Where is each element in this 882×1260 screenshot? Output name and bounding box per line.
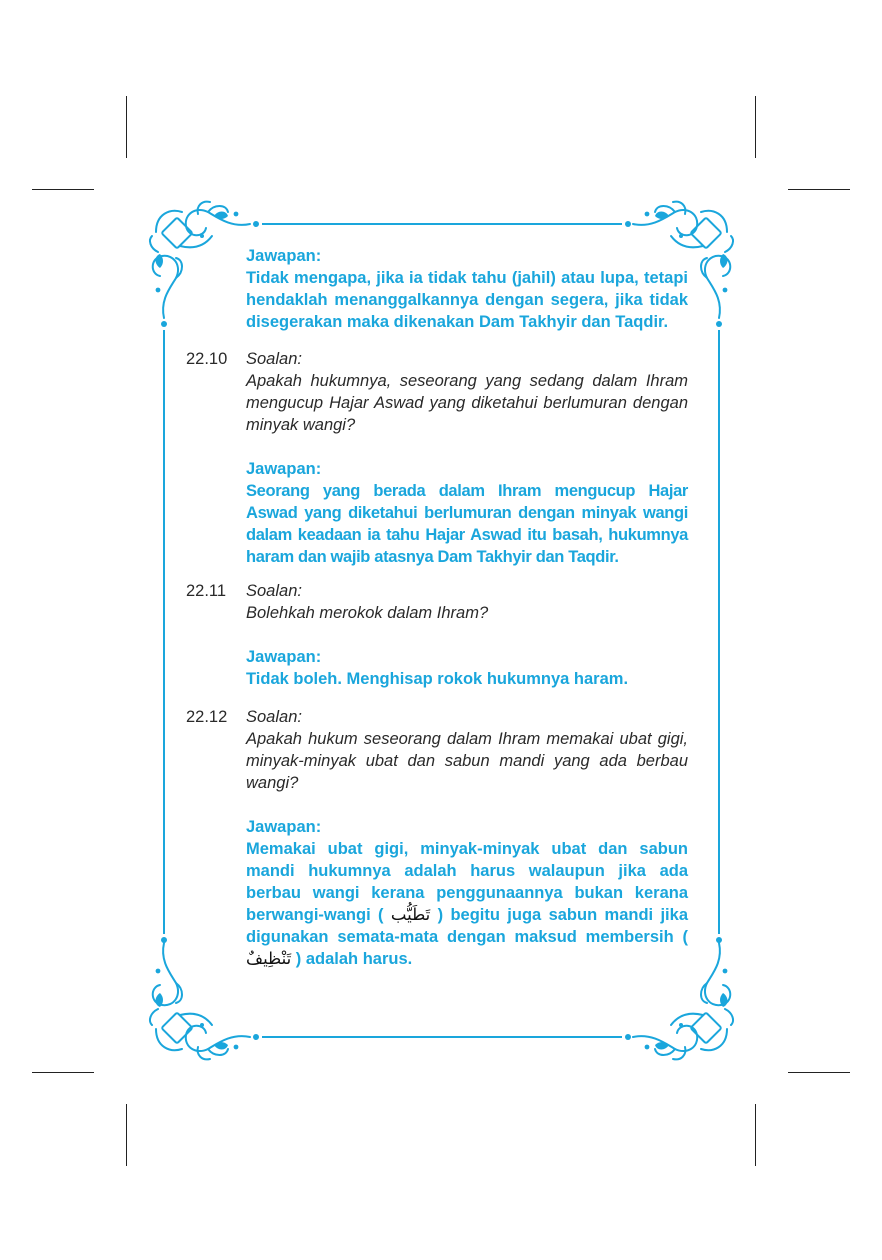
arabic-term-tanzif: تَنْظِيفٌ bbox=[246, 949, 292, 968]
answer-text: Tidak mengapa, jika ia tidak tahu (jahil) atau lupa, tetapi hendaklah menanggalkannya dengan segera, jika tidak disegerakan maka dikenakan Dam Takhyir dan Taqdir. bbox=[246, 269, 688, 331]
answer-text-part2: ) begitu juga sabun mandi jika digunakan semata-mata dengan maksud membersih ( bbox=[246, 906, 688, 946]
item-number: 22.11 bbox=[186, 582, 227, 600]
answer-text-part1: Memakai ubat gigi, minyak-minyak ubat dan sabun mandi hukumnya adalah harus walaupun jika ada berbau wangi kerana penggunaannya bukan kerana berwangi-wangi ( bbox=[246, 840, 688, 924]
arabic-term-tatayyub: تَطَيُّب bbox=[390, 905, 431, 924]
item-number: 22.12 bbox=[186, 708, 228, 726]
answer-text: Seorang yang berada dalam Ihram mengucup Hajar Aswad yang diketahui berlumuran dengan minyak wangi dalam keadaan ia tahu Hajar Aswad itu basah, hukumnya haram dan wajib atasnya Dam Takhyir dan Taqdir. bbox=[246, 482, 688, 566]
question-text: Apakah hukum seseorang dalam Ihram memakai ubat gigi, minyak-minyak ubat dan sabun mandi yang ada berbau wangi? bbox=[246, 730, 688, 792]
answer-text-part3: ) adalah harus. bbox=[295, 950, 413, 968]
question-label: Soalan: bbox=[246, 708, 302, 726]
answer-label: Jawapan: bbox=[246, 460, 322, 478]
answer-text bbox=[246, 838, 688, 970]
question-text: Apakah hukumnya, seseorang yang sedang dalam Ihram mengucup Hajar Aswad yang diketahui berlumuran dengan minyak wangi? bbox=[246, 372, 688, 434]
item-number: 22.10 bbox=[186, 350, 228, 368]
answer-text: Tidak boleh. Menghisap rokok hukumnya haram. bbox=[246, 670, 629, 688]
question-label: Soalan: bbox=[246, 350, 302, 368]
question-text: Bolehkah merokok dalam Ihram? bbox=[246, 604, 489, 622]
answer-label: Jawapan: bbox=[246, 648, 322, 666]
answer-label: Jawapan: bbox=[246, 818, 322, 836]
question-label: Soalan: bbox=[246, 582, 302, 600]
answer-label: Jawapan: bbox=[246, 247, 322, 265]
